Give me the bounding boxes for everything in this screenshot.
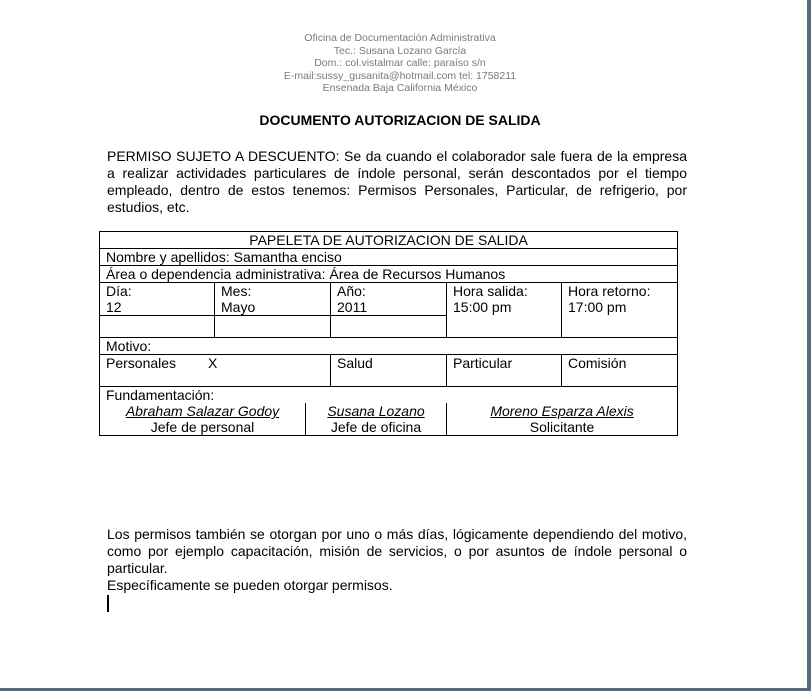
closing-paragraph-2: Específicamente se pueden otorgar permisos. (107, 577, 393, 593)
return-time-label: Hora retorno: (568, 283, 651, 299)
departure-time-value: 15:00 pm (453, 299, 512, 315)
reason-commission-cell[interactable] (562, 355, 678, 387)
letterhead (200, 32, 600, 95)
reason-personal-mark: X (208, 355, 218, 371)
return-time-cell[interactable] (562, 283, 678, 338)
departure-time-label: Hora salida: (453, 283, 528, 299)
signature-role: Solicitante (529, 419, 595, 435)
signature-office-chief[interactable] (306, 403, 447, 436)
letterhead-office: Oficina de Documentación Administrativa (304, 32, 496, 44)
letterhead-tech: Tec.: Susana Lozano García (333, 44, 467, 57)
year-cell[interactable] (331, 283, 447, 316)
letterhead-location: Ensenada Baja California México (322, 82, 478, 95)
signature-name: Abraham Salazar Godoy (125, 403, 280, 419)
empty-cell[interactable] (100, 316, 215, 338)
reason-commission-label: Comisión (568, 355, 627, 371)
signature-role: Jefe de oficina (330, 419, 422, 435)
day-cell[interactable] (100, 283, 215, 316)
reason-health-cell[interactable] (331, 355, 447, 387)
form-title: PAPELETA DE AUTORIZACION DE SALIDA (100, 232, 678, 249)
empty-cell[interactable] (215, 316, 331, 338)
reason-health-label: Salud (337, 355, 373, 371)
intro-paragraph[interactable]: PERMISO SUJETO A DESCUENTO: Se da cuando el colaborador sale fuera de la empresa a realizar actividades particulares de índole personal, serán descontados por el tiempo empleado, dentro de estos tenemos: Permisos Personales, Particular, de refrigerio, por estudios, etc. (107, 148, 687, 215)
day-label: Día: (106, 283, 132, 299)
authorization-form-table (99, 231, 678, 436)
empty-cell[interactable] (331, 316, 447, 338)
return-time-value: 17:00 pm (568, 299, 627, 315)
signature-name: Susana Lozano (327, 403, 425, 419)
justification-label: Fundamentación: (100, 387, 678, 404)
year-value: 2011 (337, 299, 368, 315)
departure-time-cell[interactable] (447, 283, 562, 338)
closing-section[interactable] (107, 526, 687, 594)
signature-role: Jefe de personal (150, 419, 255, 435)
month-cell[interactable] (215, 283, 331, 316)
reason-particular-label: Particular (453, 355, 513, 371)
day-value: 12 (106, 299, 122, 315)
letterhead-contact: E-mail:sussy_gusanita@hotmail.com tel: 1758211 (283, 69, 517, 82)
text-cursor (107, 595, 109, 612)
reason-personal-label: Personales (106, 355, 177, 371)
document-title: DOCUMENTO AUTORIZACION DE SALIDA (259, 112, 541, 128)
year-label: Año: (337, 283, 366, 299)
reason-particular-cell[interactable] (447, 355, 562, 387)
letterhead-address: Dom.: col.vistalmar calle: paraíso s/n (314, 57, 486, 70)
signature-applicant[interactable] (447, 403, 678, 436)
window-edge-right (807, 0, 811, 691)
month-label: Mes: (221, 283, 252, 299)
reason-label: Motivo: (100, 338, 678, 355)
name-field[interactable]: Nombre y apellidos: Samantha enciso (100, 249, 678, 266)
month-value: Mayo (221, 299, 256, 315)
signature-name: Moreno Esparza Alexis (490, 403, 634, 419)
signature-personnel-chief[interactable] (100, 403, 306, 436)
closing-paragraph: Los permisos también se otorgan por uno o más días, lógicamente dependiendo del motivo, como por ejemplo capacitación, misión de servicios, o por asuntos de índole personal o particular. (107, 526, 687, 576)
reason-personal-cell[interactable] (100, 355, 331, 387)
area-field[interactable]: Área o dependencia administrativa: Área de Recursos Humanos (100, 266, 678, 283)
